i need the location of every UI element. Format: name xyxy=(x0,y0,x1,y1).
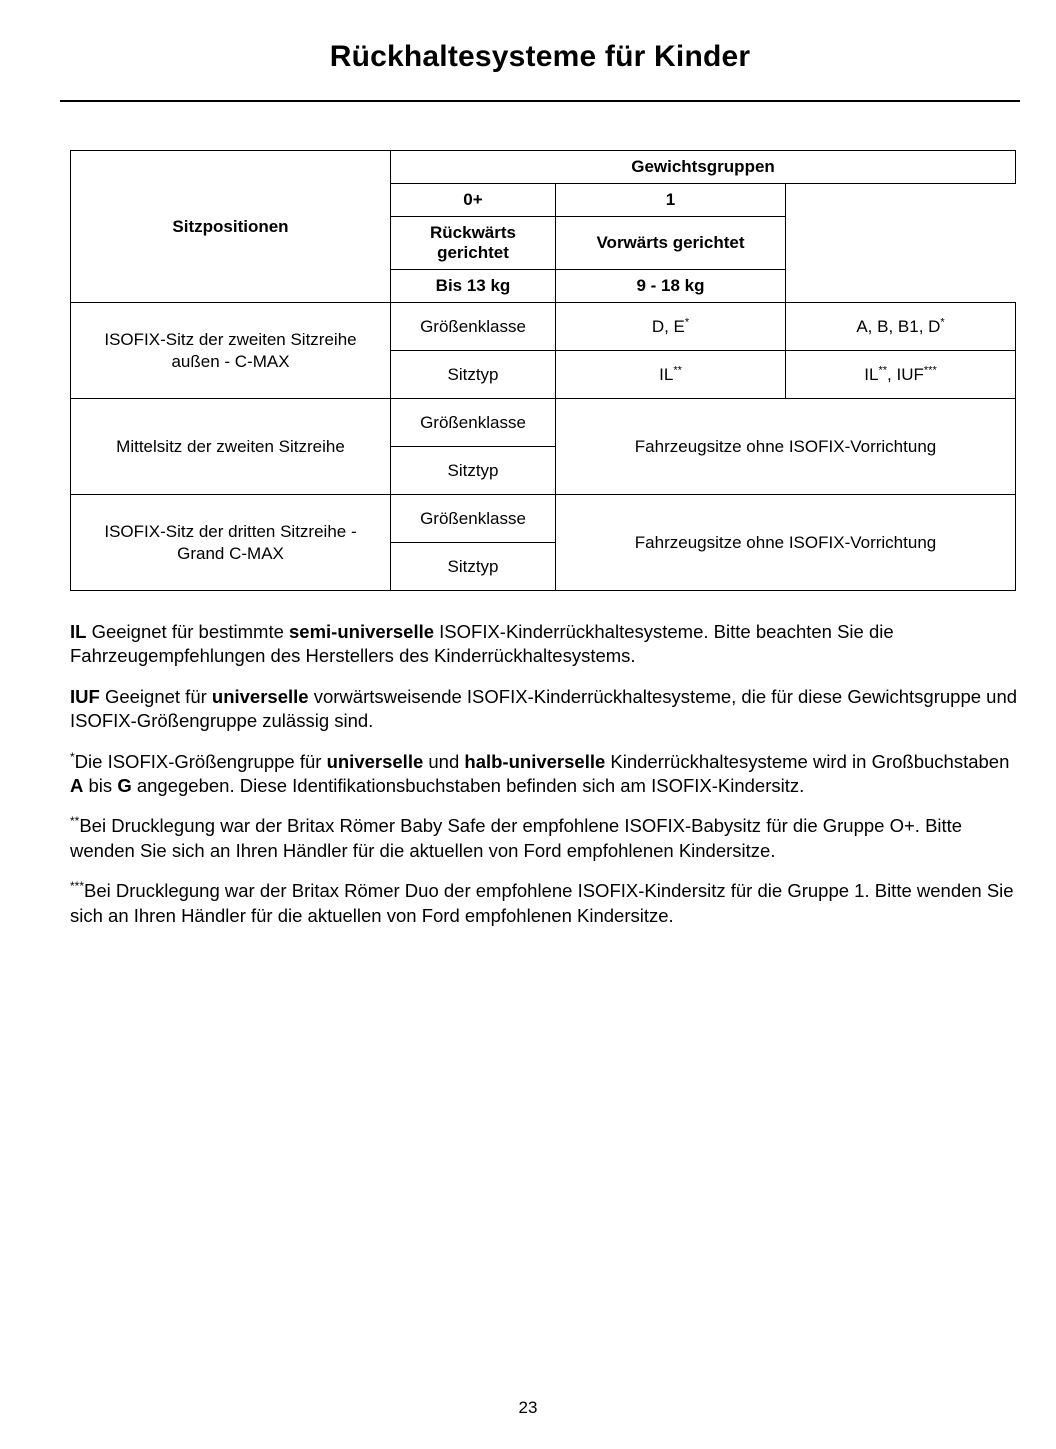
header-group-0plus: 0+ xyxy=(391,184,556,217)
note-star-part-8: angegeben. Diese Identifikationsbuchstaben befinden sich am ISOFIX-Kindersitz. xyxy=(131,775,805,797)
cell-seat-type-group1-footnote-b: *** xyxy=(923,363,937,376)
row-sublabel-groessenklasse: Größenklasse xyxy=(391,303,556,351)
footnotes-section xyxy=(70,620,1020,944)
note-iuf-part-1: universelle xyxy=(211,685,309,707)
note-star-part-0: Die ISOFIX-Größengruppe für xyxy=(74,750,327,772)
row-sublabel-groessenklasse: Größenklasse xyxy=(391,495,556,543)
isofix-table-container xyxy=(70,150,1015,591)
cell-no-isofix-second-row-center: Fahrzeugsitze ohne ISOFIX-Vorrichtung xyxy=(556,399,1016,495)
cell-seat-type-group1-text-b: , IUF xyxy=(887,364,924,384)
table-row xyxy=(71,303,1016,351)
cell-seat-type-group0-text: IL xyxy=(659,364,674,384)
note-2star xyxy=(70,814,1020,863)
cell-size-class-group1-footnote: * xyxy=(940,315,945,328)
note-star-part-2: und xyxy=(423,750,465,772)
row-sublabel-sitztyp: Sitztyp xyxy=(391,351,556,399)
note-iuf-lead: IUF xyxy=(70,685,100,707)
row-sublabel-sitztyp: Sitztyp xyxy=(391,447,556,495)
note-star-part-5: A xyxy=(70,775,84,797)
header-divider xyxy=(60,100,1020,102)
header-weightgroups: Gewichtsgruppen xyxy=(391,151,1016,184)
note-3star xyxy=(70,879,1020,928)
header-group-1: 1 xyxy=(556,184,786,217)
note-iuf xyxy=(70,685,1020,734)
row-position-third-row: ISOFIX-Sitz der dritten Sitzreihe - Grand C-MAX xyxy=(71,495,391,591)
note-3star-part-0: Bei Drucklegung war der Britax Römer Duo der empfohlene ISOFIX-Kindersitz für die Gruppe 1. Bitte wenden Sie sich an Ihren Händler für die aktuellen von Ford empfohlenen Kindersitze. xyxy=(70,880,1014,926)
cell-seat-type-group0 xyxy=(556,351,786,399)
cell-seat-type-group1-footnote-a: ** xyxy=(878,363,888,376)
row-sublabel-sitztyp: Sitztyp xyxy=(391,543,556,591)
cell-no-isofix-third-row: Fahrzeugsitze ohne ISOFIX-Vorrichtung xyxy=(556,495,1016,591)
header-seatpositions: Sitzpositionen xyxy=(71,151,391,303)
note-star-part-7: G xyxy=(117,775,132,797)
table-row xyxy=(71,495,1016,543)
row-position-second-row-outboard: ISOFIX-Sitz der zweiten Sitzreihe außen - C-MAX xyxy=(71,303,391,399)
page-number: 23 xyxy=(518,1398,538,1417)
header-weight-9-18kg: 9 - 18 kg xyxy=(556,270,786,303)
cell-seat-type-group0-footnote: ** xyxy=(673,363,682,376)
note-iuf-part-0: Geeignet für xyxy=(99,685,212,707)
note-star-part-1: universelle xyxy=(326,750,424,772)
note-il-part-2: ISOFIX-Kinderrückhaltesysteme. Bitte beachten Sie die Fahrzeugempfehlungen des Herstellers des Kinderrückhaltesystems. xyxy=(70,621,894,667)
note-iuf-part-2: vorwärtsweisende ISOFIX-Kinderrückhaltesysteme, die für diese Gewichtsgruppe und ISOFIX-Größengruppe zulässig sind. xyxy=(70,685,1018,732)
row-position-second-row-center: Mittelsitz der zweiten Sitzreihe xyxy=(71,399,391,495)
cell-seat-type-group1-text-a: IL xyxy=(864,364,879,384)
note-il xyxy=(70,620,1020,669)
note-il-lead: IL xyxy=(70,621,87,642)
header-direction-rearward: Rückwärts gerichtet xyxy=(391,217,556,270)
page-header xyxy=(60,40,1020,74)
cell-size-class-group0 xyxy=(556,303,786,351)
note-il-part-0: Geeignet für bestimmte xyxy=(86,621,290,642)
page-footer xyxy=(0,1398,1056,1418)
note-star-part-4: Kinderrückhaltesysteme wird in Großbuchstaben xyxy=(605,750,1010,772)
note-star-part-3: halb-universelle xyxy=(464,750,606,772)
table-row xyxy=(71,399,1016,447)
table-row-header-groups xyxy=(71,151,1016,184)
cell-seat-type-group1 xyxy=(786,351,1016,399)
header-weight-13kg: Bis 13 kg xyxy=(391,270,556,303)
cell-size-class-group0-text: D, E xyxy=(651,316,685,336)
note-il-part-1: semi-universelle xyxy=(289,621,435,642)
note-star-part-6: bis xyxy=(83,775,118,797)
note-star-marker: * xyxy=(70,749,75,764)
note-star xyxy=(70,750,1020,799)
cell-size-class-group0-footnote: * xyxy=(684,315,690,328)
cell-size-class-group1-text: A, B, B1, D xyxy=(856,316,941,336)
isofix-table xyxy=(70,150,1016,591)
note-2star-part-0: Bei Drucklegung war der Britax Römer Baby Safe der empfohlene ISOFIX-Babysitz für die Gruppe O+. Bitte wenden Sie sich an Ihren Händler für die aktuellen von Ford empfohlenen Kindersitze. xyxy=(70,815,963,861)
header-direction-forward: Vorwärts gerichtet xyxy=(556,217,786,270)
cell-size-class-group1 xyxy=(786,303,1016,351)
row-sublabel-groessenklasse: Größenklasse xyxy=(391,399,556,447)
note-3star-marker: *** xyxy=(70,879,85,894)
note-2star-marker: ** xyxy=(70,814,80,829)
page-title: Rückhaltesysteme für Kinder xyxy=(329,40,751,73)
